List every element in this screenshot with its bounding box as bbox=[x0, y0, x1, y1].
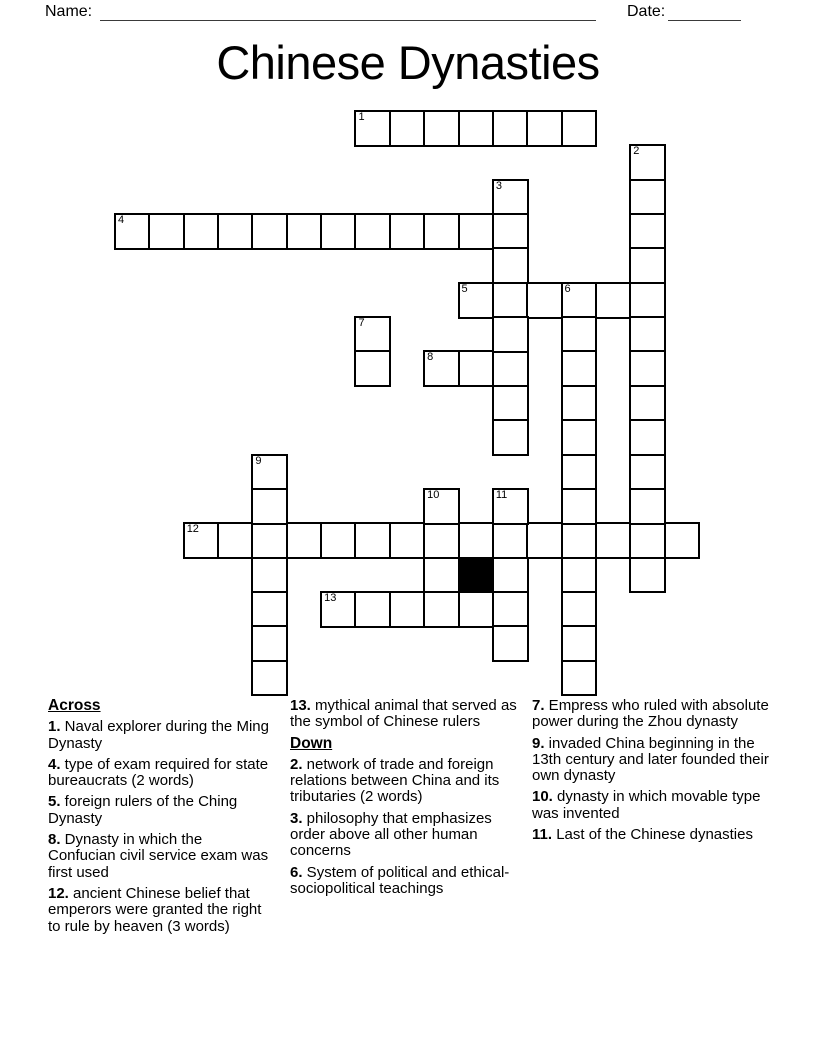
grid-cell[interactable] bbox=[251, 660, 288, 697]
date-label: Date: bbox=[627, 3, 666, 20]
grid-cell[interactable] bbox=[664, 522, 701, 559]
grid-cell[interactable] bbox=[561, 316, 598, 353]
clue-text: Dynasty in which the Confucian civil service exam was first used bbox=[48, 831, 269, 881]
clue-text: ancient Chinese belief that emperors were granted the right to rule by heaven (3 words) bbox=[48, 884, 262, 935]
grid-cell[interactable] bbox=[458, 591, 495, 628]
clue-text: philosophy that emphasizes order above all other human concerns bbox=[290, 809, 492, 860]
clue-number: 8. bbox=[48, 831, 61, 849]
clue-text: System of political and ethical-sociopolitical teachings bbox=[290, 863, 510, 897]
clue-text: dynasty in which movable type was invented bbox=[532, 788, 761, 822]
clue-item bbox=[48, 886, 272, 935]
clue-number: 4. bbox=[48, 755, 61, 773]
cell-number: 2 bbox=[633, 145, 640, 158]
name-label: Name: bbox=[45, 3, 93, 20]
clue-number: 9. bbox=[532, 734, 545, 752]
clue-item bbox=[290, 698, 528, 731]
clue-column-2 bbox=[290, 698, 528, 902]
grid-cell[interactable] bbox=[354, 350, 391, 387]
clue-item bbox=[532, 827, 774, 843]
grid-cell[interactable] bbox=[526, 110, 563, 147]
grid-cell[interactable] bbox=[492, 316, 529, 353]
grid-cell[interactable] bbox=[629, 247, 666, 284]
grid-cell[interactable] bbox=[492, 557, 529, 594]
grid-cell[interactable] bbox=[492, 213, 529, 250]
grid-cell[interactable] bbox=[492, 110, 529, 147]
grid-cell[interactable] bbox=[423, 591, 460, 628]
grid-cell[interactable] bbox=[458, 213, 495, 250]
clue-number: 13. bbox=[290, 697, 311, 714]
grid-cell[interactable] bbox=[629, 179, 666, 216]
grid-cell[interactable] bbox=[354, 213, 391, 250]
clue-list-heading: Down bbox=[290, 734, 333, 752]
grid-cell[interactable] bbox=[492, 591, 529, 628]
grid-cell[interactable] bbox=[389, 522, 426, 559]
grid-cell[interactable] bbox=[561, 454, 598, 491]
clue-list-heading: Across bbox=[48, 697, 101, 714]
grid-cell[interactable] bbox=[114, 213, 151, 250]
clue-text: type of exam required for state bureaucrats (2 words) bbox=[48, 755, 269, 790]
grid-cell[interactable] bbox=[526, 522, 563, 559]
clue-item bbox=[290, 757, 528, 806]
grid-cell[interactable] bbox=[561, 110, 598, 147]
grid-cell[interactable] bbox=[354, 591, 391, 628]
grid-cell[interactable] bbox=[423, 522, 460, 559]
clue-number: 10. bbox=[532, 788, 553, 806]
clue-item bbox=[532, 789, 774, 822]
grid-cell[interactable] bbox=[251, 591, 288, 628]
grid-cell[interactable] bbox=[492, 488, 529, 525]
clue-item bbox=[532, 698, 774, 731]
name-field-line[interactable] bbox=[100, 20, 596, 21]
clue-item bbox=[48, 832, 272, 881]
page-title: Chinese Dynasties bbox=[216, 36, 600, 89]
clue-item bbox=[290, 865, 528, 898]
grid-cell[interactable] bbox=[561, 488, 598, 525]
cell-number: 10 bbox=[427, 488, 440, 501]
clue-text: Naval explorer during the Ming Dynasty bbox=[48, 718, 269, 752]
grid-cell[interactable] bbox=[561, 557, 598, 594]
clue-text: foreign rulers of the Ching Dynasty bbox=[48, 793, 238, 827]
cell-number: 13 bbox=[324, 591, 337, 604]
cell-number: 8 bbox=[427, 351, 434, 364]
grid-cell[interactable] bbox=[629, 557, 666, 594]
clue-number: 3. bbox=[290, 809, 303, 827]
cell-number: 6 bbox=[564, 282, 571, 295]
cell-number: 4 bbox=[118, 214, 125, 227]
grid-cell[interactable] bbox=[458, 282, 495, 319]
grid-cell[interactable] bbox=[389, 213, 426, 250]
grid-cell[interactable] bbox=[183, 522, 220, 559]
grid-cell[interactable] bbox=[320, 213, 357, 250]
clue-text: network of trade and foreign relations between China and its tributaries (2 words) bbox=[290, 755, 500, 806]
grid-cell[interactable] bbox=[423, 110, 460, 147]
grid-cell[interactable] bbox=[629, 454, 666, 491]
grid-cell[interactable] bbox=[492, 385, 529, 422]
grid-cell[interactable] bbox=[389, 591, 426, 628]
grid-cell[interactable] bbox=[320, 522, 357, 559]
grid-cell[interactable] bbox=[492, 625, 529, 662]
grid-cell[interactable] bbox=[561, 385, 598, 422]
grid-cell[interactable] bbox=[595, 282, 632, 319]
cell-number: 5 bbox=[461, 282, 468, 295]
clue-number: 1. bbox=[48, 718, 61, 736]
cell-number: 11 bbox=[495, 488, 508, 501]
clue-column-1 bbox=[48, 698, 272, 940]
grid-cell[interactable] bbox=[251, 488, 288, 525]
clue-item bbox=[48, 719, 272, 752]
cell-number: 7 bbox=[358, 317, 365, 330]
grid-cell[interactable] bbox=[423, 350, 460, 387]
grid-cell[interactable] bbox=[251, 522, 288, 559]
grid-cell[interactable] bbox=[492, 419, 529, 456]
black-cell bbox=[458, 557, 495, 594]
clue-item bbox=[290, 811, 528, 860]
grid-cell[interactable] bbox=[286, 522, 323, 559]
grid-cell[interactable] bbox=[423, 488, 460, 525]
grid-cell[interactable] bbox=[354, 522, 391, 559]
grid-cell[interactable] bbox=[458, 522, 495, 559]
grid-cell[interactable] bbox=[492, 282, 529, 319]
grid-cell[interactable] bbox=[458, 110, 495, 147]
grid-cell[interactable] bbox=[389, 110, 426, 147]
clue-number: 6. bbox=[290, 863, 303, 881]
clue-item bbox=[48, 757, 272, 790]
date-field-line[interactable] bbox=[668, 20, 741, 21]
grid-cell[interactable] bbox=[561, 625, 598, 662]
grid-cell[interactable] bbox=[217, 213, 254, 250]
grid-cell[interactable] bbox=[629, 419, 666, 456]
grid-cell[interactable] bbox=[286, 213, 323, 250]
grid-cell[interactable] bbox=[251, 213, 288, 250]
grid-cell[interactable] bbox=[561, 282, 598, 319]
grid-cell[interactable] bbox=[629, 488, 666, 525]
clue-text: mythical animal that served as the symbol of Chinese rulers bbox=[290, 697, 517, 731]
grid-cell[interactable] bbox=[561, 591, 598, 628]
clue-number: 12. bbox=[48, 884, 69, 902]
grid-cell[interactable] bbox=[423, 557, 460, 594]
clue-text: invaded China beginning in the 13th century and later founded their own dynasty bbox=[532, 734, 769, 785]
grid-cell[interactable] bbox=[492, 179, 529, 216]
grid-cell[interactable] bbox=[629, 385, 666, 422]
grid-cell[interactable] bbox=[423, 213, 460, 250]
grid-cell[interactable] bbox=[561, 350, 598, 387]
crossword-grid bbox=[114, 110, 700, 696]
grid-cell[interactable] bbox=[492, 350, 529, 387]
clue-text: Empress who ruled with absolute power during the Zhou dynasty bbox=[532, 697, 769, 731]
grid-cell[interactable] bbox=[354, 110, 391, 147]
clue-item bbox=[532, 736, 774, 785]
grid-cell[interactable] bbox=[629, 316, 666, 353]
grid-cell[interactable] bbox=[354, 316, 391, 353]
grid-cell[interactable] bbox=[492, 522, 529, 559]
cell-number: 9 bbox=[255, 454, 262, 467]
cell-number: 3 bbox=[495, 179, 502, 192]
grid-cell[interactable] bbox=[217, 522, 254, 559]
grid-cell[interactable] bbox=[251, 557, 288, 594]
grid-cell[interactable] bbox=[251, 454, 288, 491]
cell-number: 1 bbox=[358, 111, 365, 123]
clue-number: 5. bbox=[48, 793, 61, 811]
clue-number: 2. bbox=[290, 755, 303, 773]
grid-cell[interactable] bbox=[629, 350, 666, 387]
grid-cell[interactable] bbox=[629, 522, 666, 559]
grid-cell[interactable] bbox=[561, 419, 598, 456]
grid-cell[interactable] bbox=[629, 213, 666, 250]
grid-cell[interactable] bbox=[561, 660, 598, 697]
clue-number: 7. bbox=[532, 697, 545, 714]
grid-cell[interactable] bbox=[526, 282, 563, 319]
grid-cell[interactable] bbox=[251, 625, 288, 662]
grid-cell[interactable] bbox=[629, 144, 666, 181]
grid-cell[interactable] bbox=[183, 213, 220, 250]
cell-number: 12 bbox=[186, 523, 199, 536]
grid-cell[interactable] bbox=[561, 522, 598, 559]
grid-cell[interactable] bbox=[492, 247, 529, 284]
clue-item bbox=[48, 794, 272, 827]
grid-cell[interactable] bbox=[148, 213, 185, 250]
grid-cell[interactable] bbox=[629, 282, 666, 319]
grid-cell[interactable] bbox=[458, 350, 495, 387]
grid-cell[interactable] bbox=[320, 591, 357, 628]
grid-cell[interactable] bbox=[595, 522, 632, 559]
clue-column-3 bbox=[532, 698, 774, 848]
clue-number: 11. bbox=[532, 826, 553, 844]
clue-text: Last of the Chinese dynasties bbox=[552, 826, 753, 844]
